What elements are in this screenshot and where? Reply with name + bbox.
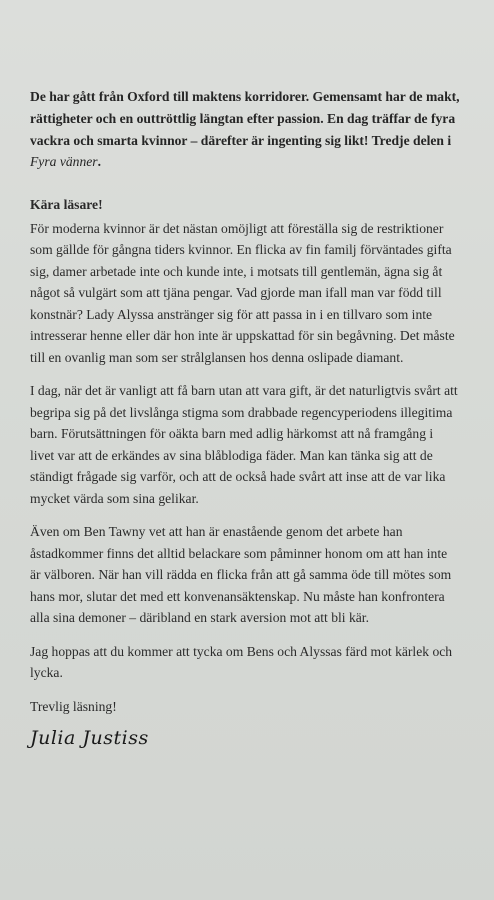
letter-greeting: Kära läsare! (30, 197, 103, 213)
blurb-end: . (97, 154, 101, 170)
author-signature: Julia Justiss (30, 727, 149, 750)
series-title: Fyra vänner (30, 154, 98, 170)
back-cover-blurb (30, 86, 460, 173)
letter-paragraph-2: I dag, när det är vanligt att få barn utan att vara gift, är det naturligtvis svårt att begripa sig på det livslånga stigma som drabbade regencyperiodens illegitima barn. Förutsättningen för oäkta barn med adlig härkomst att nå framgång i livet var att de erkändes av sina blåblodiga fäder. Man kan tänka sig att de ständigt frågade sig varför, och att de också hade svårt att inse att de var lika mycket värda som sina gelikar. (30, 383, 458, 506)
blurb-text: De har gått från Oxford till maktens korridorer. Gemensamt har de makt, rättigheter och en outtröttlig längtan efter passion. En dag träffar de fyra vackra och smarta kvinnor – därefter är ingenting sig likt! Tredje delen i (30, 89, 460, 148)
letter-closing: Trevlig läsning! (30, 698, 117, 714)
letter-paragraph-1: För moderna kvinnor är det nästan omöjligt att föreställa sig de restriktioner som gällde för gångna tiders kvinnor. En flicka av fin familj förväntades gifta sig, damer arbetade inte och kunde inte, i motsats till gentlemän, ägna sig åt något så vulgärt som att tjäna pengar. Vad gjorde man ifall man var född till konstnär? Lady Alyssa anstränger sig för att passa in i en tillvaro som inte intresserar henne eller där hon inte är uppskattad för sin begåvning. Det måste till en ovanlig man som ser strålglansen hos denna oslipade diamant. (30, 220, 455, 365)
letter-paragraph-3: Även om Ben Tawny vet att han är enastående genom det arbete han åstadkommer finns det alltid belackare som påminner honom om att han inte är välboren. När han vill rädda en flicka från att gå samma öde till mötes som hans mor, slutar det med ett konvenansäktenskap. Nu måste han konfrontera alla sina demoner – däribland en stark aversion mot att bli kär. (30, 524, 452, 626)
letter-paragraph-4: Jag hoppas att du kommer att tycka om Bens och Alyssas färd mot kärlek och lycka. (30, 643, 453, 681)
